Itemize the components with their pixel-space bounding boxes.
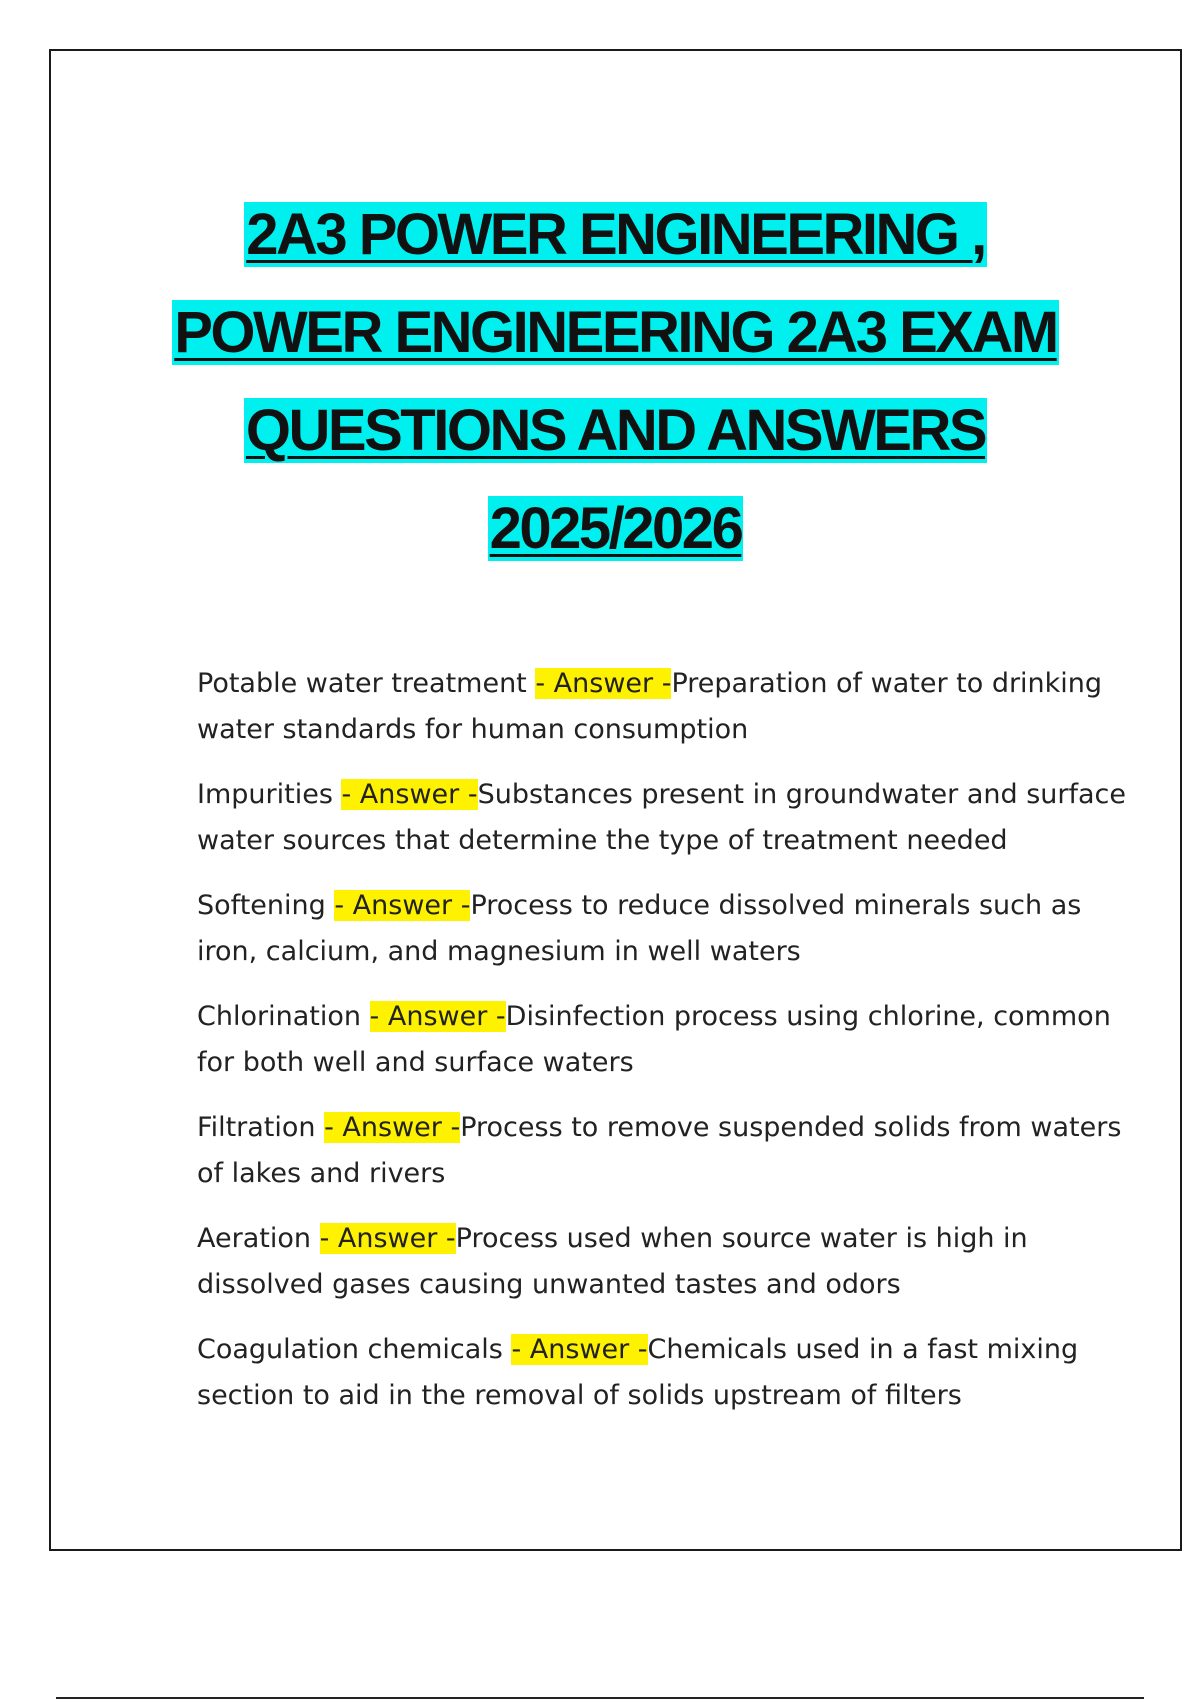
qa-item — [197, 772, 1147, 864]
answer-separator: - Answer - — [341, 779, 478, 810]
qa-definition: Process to remove suspended solids from waters of lakes and rivers — [197, 1112, 1122, 1189]
qa-term: Softening — [197, 890, 335, 921]
answer-separator: - Answer - — [535, 668, 672, 699]
qa-term: Impurities — [197, 779, 342, 810]
qa-item — [197, 1216, 1147, 1308]
answer-separator: - Answer - — [334, 890, 471, 921]
title-line-3: QUESTIONS AND ANSWERS — [245, 398, 986, 463]
qa-definition: Substances present in groundwater and surface water sources that determine the type of treatment needed — [197, 779, 1126, 856]
answer-separator: - Answer - — [511, 1334, 648, 1365]
qa-term: Coagulation chemicals — [197, 1334, 512, 1365]
qa-definition: Chemicals used in a fast mixing section to aid in the removal of solids upstream of filters — [197, 1334, 1079, 1411]
qa-definition: Process used when source water is high in dissolved gases causing unwanted tastes and odors — [197, 1223, 1028, 1300]
qa-item — [197, 661, 1147, 753]
answer-separator: - Answer - — [324, 1112, 461, 1143]
qa-item — [197, 1105, 1147, 1197]
title-line-2: POWER ENGINEERING 2A3 EXAM — [174, 300, 1057, 365]
qa-term: Filtration — [197, 1112, 325, 1143]
answer-separator: - Answer - — [319, 1223, 456, 1254]
document-title — [51, 186, 1180, 578]
qa-term: Aeration — [197, 1223, 320, 1254]
qa-list — [197, 661, 1147, 1438]
qa-definition: Disinfection process using chlorine, common for both well and surface waters — [197, 1001, 1111, 1078]
document-page — [49, 49, 1182, 1551]
qa-item — [197, 994, 1147, 1086]
title-line-1: 2A3 POWER ENGINEERING , — [246, 202, 985, 267]
qa-definition: Process to reduce dissolved minerals such as iron, calcium, and magnesium in well waters — [197, 890, 1082, 967]
qa-item — [197, 1327, 1147, 1419]
qa-item — [197, 883, 1147, 975]
qa-term: Chlorination — [197, 1001, 370, 1032]
bottom-divider — [56, 1697, 1144, 1699]
answer-separator: - Answer - — [369, 1001, 506, 1032]
title-line-4: 2025/2026 — [489, 496, 742, 561]
qa-definition: Preparation of water to drinking water standards for human consumption — [197, 668, 1103, 745]
qa-term: Potable water treatment — [197, 668, 536, 699]
